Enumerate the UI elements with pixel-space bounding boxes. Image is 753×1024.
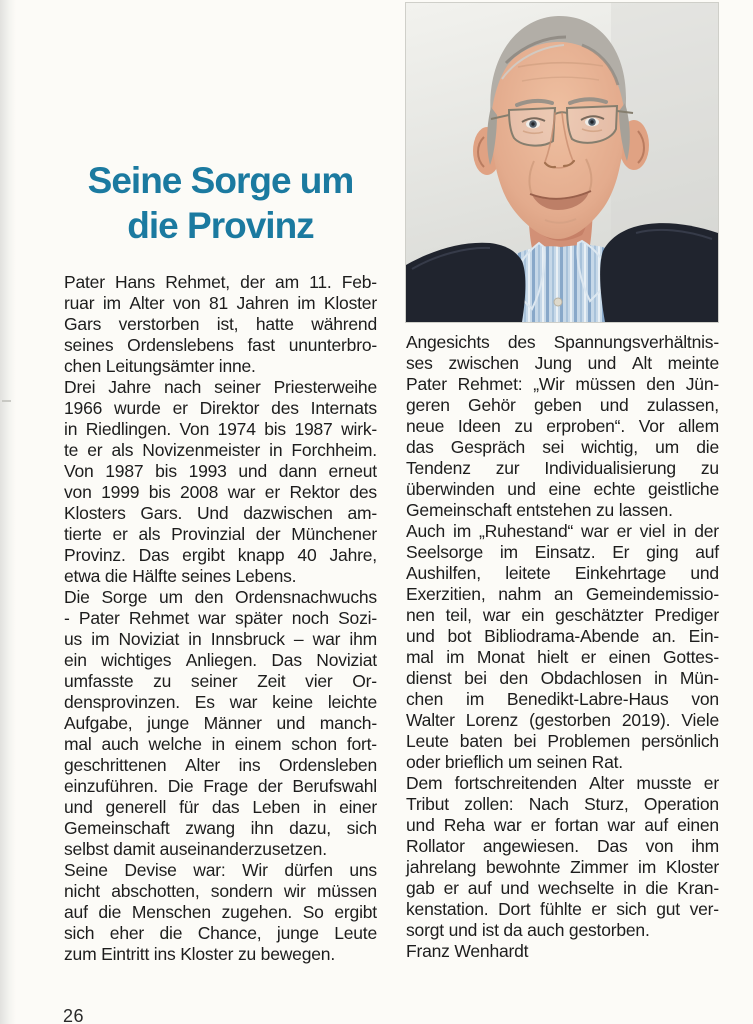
text-line: ruar im Alter von 81 Jahren im Kloster (64, 293, 377, 313)
text-line: dienst bei den Obdachlosen in Mün- (406, 668, 719, 688)
text-line: und Reha war er fortan war auf einen (406, 815, 719, 835)
text-line: Leute baten bei Problemen persönlich (406, 731, 719, 751)
text-line: mal im Monat hielt er einen Gottes- (406, 647, 719, 667)
text-line: Die Sorge um den Ordensnachwuchs (64, 587, 377, 607)
text-line: Auch im „Ruhestand“ war er viel in der (406, 521, 719, 541)
text-line: in Riedlingen. Von 1974 bis 1987 wirk- (64, 419, 377, 439)
text-line: sorgt und ist da auch gestorben. (406, 920, 650, 940)
text-line: seines Ordenslebens fast ununterbro- (64, 335, 377, 355)
text-line: densprovinzen. Es war keine leichte (64, 692, 377, 712)
page-number: 26 (63, 1006, 85, 1024)
scan-artifact (2, 400, 11, 402)
text-line: Pater Rehmet: „Wir müssen den Jün- (406, 374, 719, 394)
text-line: ses zwischen Jung und Alt meinte (406, 353, 719, 373)
text-line: etwa die Hälfte seines Lebens. (64, 566, 297, 586)
text-line: Angesichts des Spannungsverhältnis- (406, 332, 719, 352)
text-line: Gars verstorben ist, hatte während (64, 314, 377, 334)
shirt-button (554, 298, 562, 306)
text-line: Gemeinschaft entstehen zu lassen. (406, 500, 673, 520)
portrait-photo (406, 3, 718, 322)
text-line: us im Noviziat in Innsbruck – war ihm (64, 629, 377, 649)
text-line: chen im Benedikt-Labre-Haus von (406, 689, 719, 709)
text-line: sich eher die Chance, junge Leute (64, 923, 377, 943)
text-line: Aushilfen, leitete Einkehrtage und (406, 563, 719, 583)
text-line: kenstation. Dort fühlte er sich gut ver- (406, 899, 719, 919)
text-line: Seine Devise war: Wir dürfen uns (64, 860, 377, 880)
text-line: auf die Menschen zugehen. So ergibt (64, 902, 377, 922)
text-line: ein wichtiges Anliegen. Das Noviziat (64, 650, 377, 670)
left-column-text (64, 272, 377, 965)
text-line: chen Leitungsämter inne. (64, 356, 256, 376)
text-line: Walter Lorenz (gestorben 2019). Viele (406, 710, 719, 730)
text-line: Klosters Gars. Und dazwischen am- (64, 503, 377, 523)
title-line-1: Seine Sorge um (87, 160, 354, 201)
portrait-photo-frame (406, 3, 718, 322)
text-line: umfasste zu seiner Zeit vier Or- (64, 671, 377, 691)
text-line: jahrelang bewohnte Zimmer im Kloster (406, 857, 719, 877)
text-line: Drei Jahre nach seiner Priesterweihe (64, 377, 377, 397)
text-line: zum Eintritt ins Kloster zu bewegen. (64, 944, 335, 964)
text-line: geren Gehör geben und zulassen, (406, 395, 719, 415)
author-signature: Franz Wenhardt (406, 941, 529, 961)
right-column-text (406, 332, 719, 941)
text-line: oder brieflich um seinen Rat. (406, 752, 623, 772)
title-line-2: die Provinz (127, 205, 314, 246)
text-line: tierte er als Provinzial der Münchener (64, 524, 377, 544)
right-column (406, 3, 719, 962)
text-line: Gemeinschaft zwang ihn dazu, sich (64, 818, 377, 838)
text-line: Aufgabe, junge Männer und manch- (64, 713, 377, 733)
text-line: und generell für das Leben in einer (64, 797, 377, 817)
text-line: Provinz. Das ergibt knapp 40 Jahre, (64, 545, 377, 565)
text-line: Dem fortschreitenden Alter musste er (406, 773, 719, 793)
text-line: überwinden und eine echte geistliche (406, 479, 719, 499)
text-line: - Pater Rehmet war später noch Sozi- (64, 608, 377, 628)
text-line: selbst damit auseinanderzusetzen. (64, 839, 327, 859)
text-line: Pater Hans Rehmet, der am 11. Feb- (64, 272, 377, 292)
page-left-scan-shadow (0, 0, 16, 1024)
text-line: Tribut zollen: Nach Sturz, Operation (406, 794, 719, 814)
text-line: mal auch welche in einem schon fort- (64, 734, 377, 754)
text-line: das Gespräch sei wichtig, um die (406, 437, 719, 457)
text-line: von 1999 bis 2008 war er Rektor des (64, 482, 377, 502)
text-line: Exerzitien, nahm an Gemeindemissio- (406, 584, 719, 604)
text-line: Von 1987 bis 1993 und dann erneut (64, 461, 377, 481)
text-line: gab er auf und wechselte in die Kran- (406, 878, 719, 898)
left-column (64, 150, 377, 965)
text-line: 1966 wurde er Direktor des Internats (64, 398, 377, 418)
text-line: geschrittenen Alter ins Ordensleben (64, 755, 377, 775)
article-title (64, 158, 377, 248)
text-line: nen teil, war ein geschätzter Prediger (406, 605, 719, 625)
text-line: Rollator angewiesen. Das von ihm (406, 836, 719, 856)
text-line: Tendenz zur Individualisierung zu (406, 458, 719, 478)
text-line: te er als Novizenmeister in Forchheim. (64, 440, 377, 460)
text-line: einzuführen. Die Frage der Berufswahl (64, 776, 377, 796)
text-line: nicht abschotten, sondern wir müssen (64, 881, 377, 901)
text-line: und bot Bibliodrama-Abende an. Ein- (406, 626, 719, 646)
text-line: Seelsorge im Einsatz. Er ging auf (406, 542, 719, 562)
text-line: neue Ideen zu erproben“. Vor allem (406, 416, 719, 436)
